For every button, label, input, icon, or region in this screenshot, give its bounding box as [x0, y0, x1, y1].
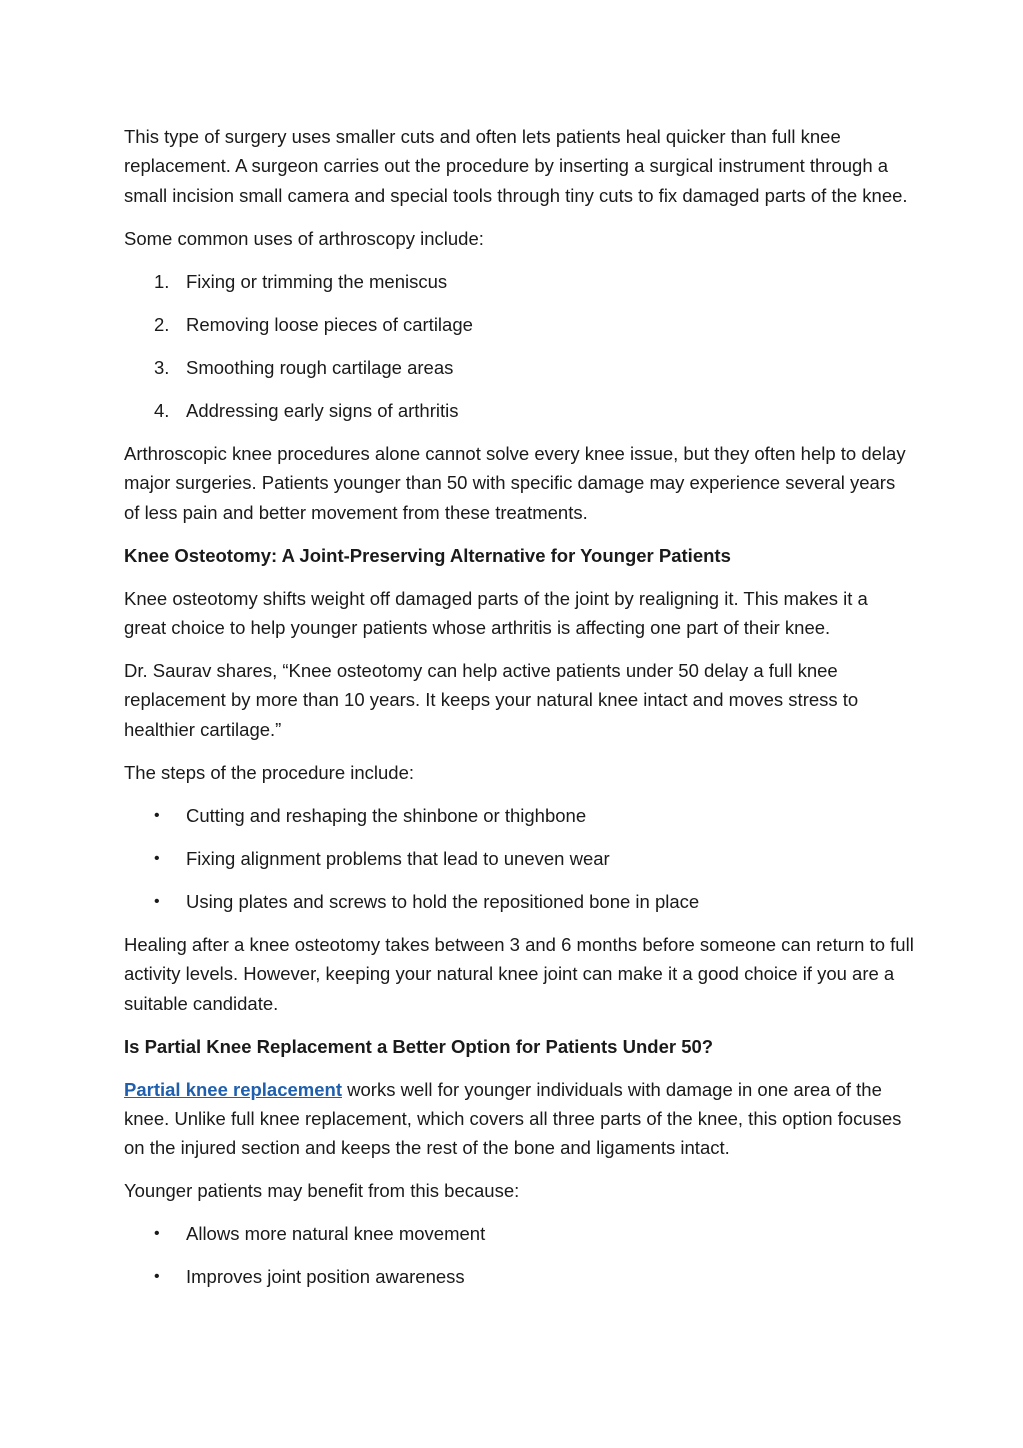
list-item-text: Allows more natural knee movement	[186, 1223, 486, 1245]
list-item-text: Cutting and reshaping the shinbone or thighbone	[186, 804, 587, 826]
paragraph-arthroscopic-limits: Arthroscopic knee procedures alone cannot solve every knee issue, but they often help to delay major surgeries. Patients younger than 50 with specific damage may experience several years of less pain and better movement from these treatments.	[124, 442, 906, 523]
paragraph-partial-knee-description	[124, 1075, 914, 1163]
list-item	[124, 1262, 914, 1291]
bullet-icon: •	[154, 849, 160, 867]
list-item-text: Smoothing rough cartilage areas	[186, 356, 454, 378]
paragraph-surgery-intro: This type of surgery uses smaller cuts and often lets patients heal quicker than full knee replacement. A surgeon carries out the procedure by inserting a surgical instrument through a small incision small camera and special tools through tiny cuts to fix damaged parts of the knee.	[124, 126, 908, 206]
arthroscopy-uses-list	[124, 267, 914, 425]
paragraph-benefits-intro: Younger patients may benefit from this because:	[124, 1180, 520, 1202]
list-item	[124, 396, 914, 425]
bullet-icon: •	[154, 1225, 160, 1243]
partial-knee-replacement-link[interactable]: Partial knee replacement	[124, 1078, 342, 1100]
heading-partial-knee-replacement: Is Partial Knee Replacement a Better Option for Patients Under 50?	[124, 1035, 714, 1057]
list-item	[124, 267, 914, 296]
list-number: 3.	[154, 356, 170, 378]
list-item	[124, 310, 914, 339]
list-item	[124, 844, 914, 873]
list-item	[124, 1219, 914, 1248]
list-item-text: Removing loose pieces of cartilage	[186, 313, 473, 335]
list-item-text: Fixing alignment problems that lead to uneven wear	[186, 847, 610, 869]
list-item-text: Fixing or trimming the meniscus	[186, 270, 448, 292]
list-item	[124, 887, 914, 916]
paragraph-arthroscopy-uses-intro: Some common uses of arthroscopy include:	[124, 227, 484, 249]
procedure-steps-list	[124, 801, 914, 916]
bullet-icon: •	[154, 806, 160, 824]
paragraph-procedure-steps-intro: The steps of the procedure include:	[124, 761, 415, 783]
paragraph-osteotomy-description: Knee osteotomy shifts weight off damaged parts of the joint by realigning it. This makes it a great choice to help younger patients whose arthritis is affecting one part of their knee.	[124, 587, 868, 639]
document-page	[124, 122, 914, 1305]
list-item	[124, 801, 914, 830]
bullet-icon: •	[154, 892, 160, 910]
list-item-text: Addressing early signs of arthritis	[186, 399, 459, 421]
paragraph-partial-knee-text: works well for younger individuals with damage in one area of the knee. Unlike full knee replacement, which covers all three parts of the knee, this option focuses on the injured section and keeps the rest of the bone and ligaments intact.	[124, 1078, 902, 1159]
paragraph-doctor-quote: Dr. Saurav shares, “Knee osteotomy can help active patients under 50 delay a full knee replacement by more than 10 years. It keeps your natural knee intact and moves stress to healthier cartilage.”	[124, 660, 859, 740]
list-item-text: Improves joint position awareness	[186, 1266, 465, 1288]
paragraph-osteotomy-healing: Healing after a knee osteotomy takes between 3 and 6 months before someone can return to full activity levels. However, keeping your natural knee joint can make it a good choice if you are a suitable candidate.	[124, 933, 914, 1014]
heading-knee-osteotomy: Knee Osteotomy: A Joint-Preserving Alternative for Younger Patients	[124, 544, 731, 566]
list-number: 1.	[154, 270, 170, 292]
list-item-text: Using plates and screws to hold the repositioned bone in place	[186, 890, 700, 912]
bullet-icon: •	[154, 1268, 160, 1286]
benefits-list	[124, 1219, 914, 1291]
list-item	[124, 353, 914, 382]
list-number: 4.	[154, 399, 170, 421]
list-number: 2.	[154, 313, 170, 335]
